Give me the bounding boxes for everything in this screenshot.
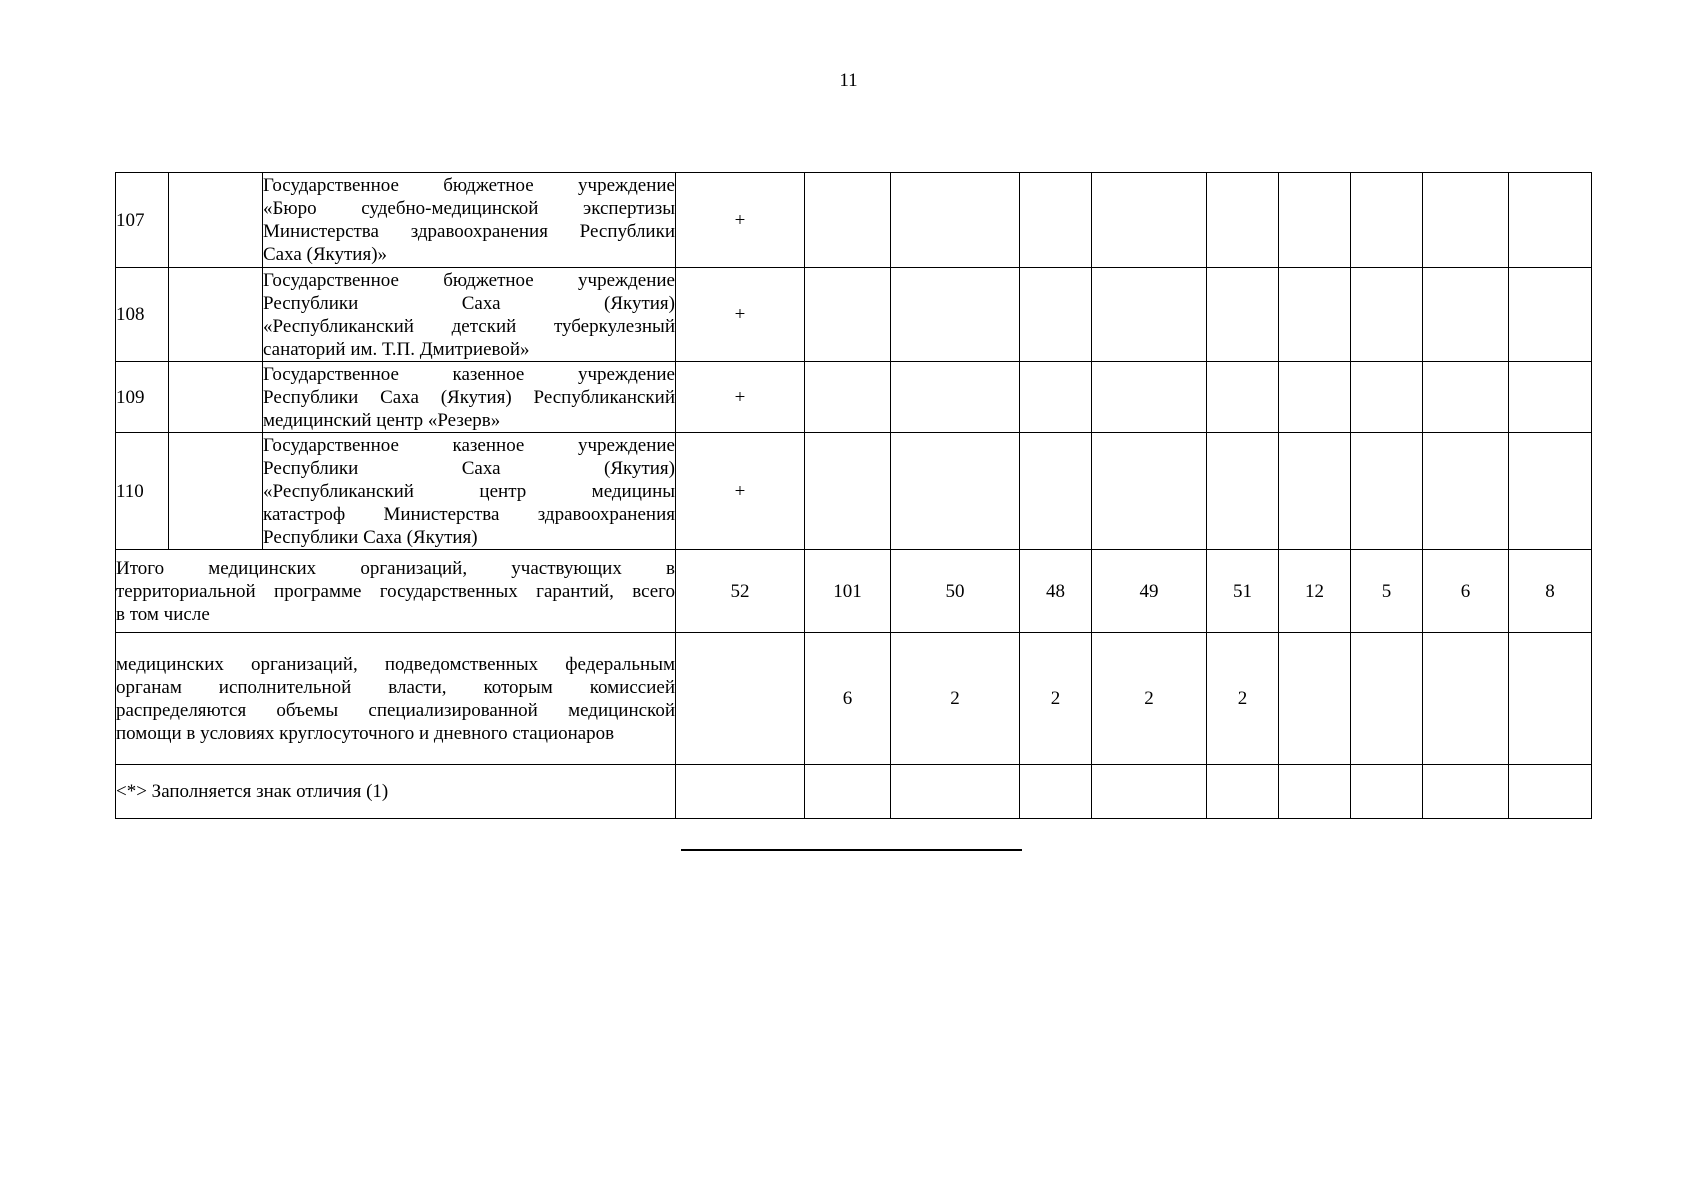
total-value: 51 — [1207, 550, 1279, 633]
federal-row — [116, 633, 1592, 765]
organizations-table — [115, 172, 1592, 819]
federal-value — [1423, 633, 1509, 765]
end-rule-divider — [681, 849, 1022, 851]
federal-value: 6 — [805, 633, 891, 765]
row-number: 108 — [116, 268, 169, 362]
federal-value — [1351, 633, 1423, 765]
organization-name: Государственное бюджетное учреждение Республики Саха (Якутия) «Республиканский детский туберкулезный санаторий им. Т.П. Дмитриевой» — [263, 269, 675, 360]
total-value: 49 — [1092, 550, 1207, 633]
total-value: 8 — [1509, 550, 1592, 633]
row-number: 110 — [116, 433, 169, 550]
empty-cell — [169, 268, 263, 362]
empty-cell — [169, 362, 263, 433]
row-number: 107 — [116, 173, 169, 268]
row-number: 109 — [116, 362, 169, 433]
page-number: 11 — [839, 70, 858, 91]
federal-value: 2 — [891, 633, 1020, 765]
organization-name: Государственное казенное учреждение Республики Саха (Якутия) Республиканский медицинский центр «Резерв» — [263, 363, 675, 431]
organization-name: Государственное казенное учреждение Республики Саха (Якутия) «Республиканский центр медицины катастроф Министерства здравоохранения Республики Саха (Якутия) — [263, 434, 675, 548]
total-value: 52 — [676, 550, 805, 633]
table-row — [116, 433, 1592, 550]
organization-name: Государственное бюджетное учреждение «Бюро судебно-медицинской экспертизы Министерства здравоохранения Республики Саха (Якутия)» — [263, 173, 676, 268]
participation-mark: + — [676, 268, 805, 362]
participation-mark: + — [676, 173, 805, 268]
total-value: 50 — [891, 550, 1020, 633]
table-row — [116, 173, 1592, 268]
total-value: 6 — [1423, 550, 1509, 633]
federal-value: 2 — [1020, 633, 1092, 765]
federal-value — [1509, 633, 1592, 765]
federal-value — [676, 633, 805, 765]
total-label: Итого медицинских организаций, участвующих в территориальной программе государственных гарантий, всего в том числе — [116, 550, 676, 633]
participation-mark: + — [676, 362, 805, 433]
total-value: 12 — [1279, 550, 1351, 633]
federal-value: 2 — [1092, 633, 1207, 765]
table-row — [116, 362, 1592, 433]
participation-mark: + — [676, 433, 805, 550]
table-row — [116, 268, 1592, 362]
total-value: 48 — [1020, 550, 1092, 633]
federal-value — [1279, 633, 1351, 765]
total-value: 101 — [805, 550, 891, 633]
federal-label: медицинских организаций, подведомственных федеральным органам исполнительной власти, которым комиссией распределяются объемы специализированной медицинской помощи в условиях круглосуточного и дневного стационаров — [116, 633, 676, 765]
federal-value: 2 — [1207, 633, 1279, 765]
total-value: 5 — [1351, 550, 1423, 633]
total-row — [116, 550, 1592, 633]
footnote: <*> Заполняется знак отличия (1) — [116, 765, 676, 819]
empty-cell — [169, 173, 263, 268]
note-row — [116, 765, 1592, 819]
empty-cell — [169, 433, 263, 550]
